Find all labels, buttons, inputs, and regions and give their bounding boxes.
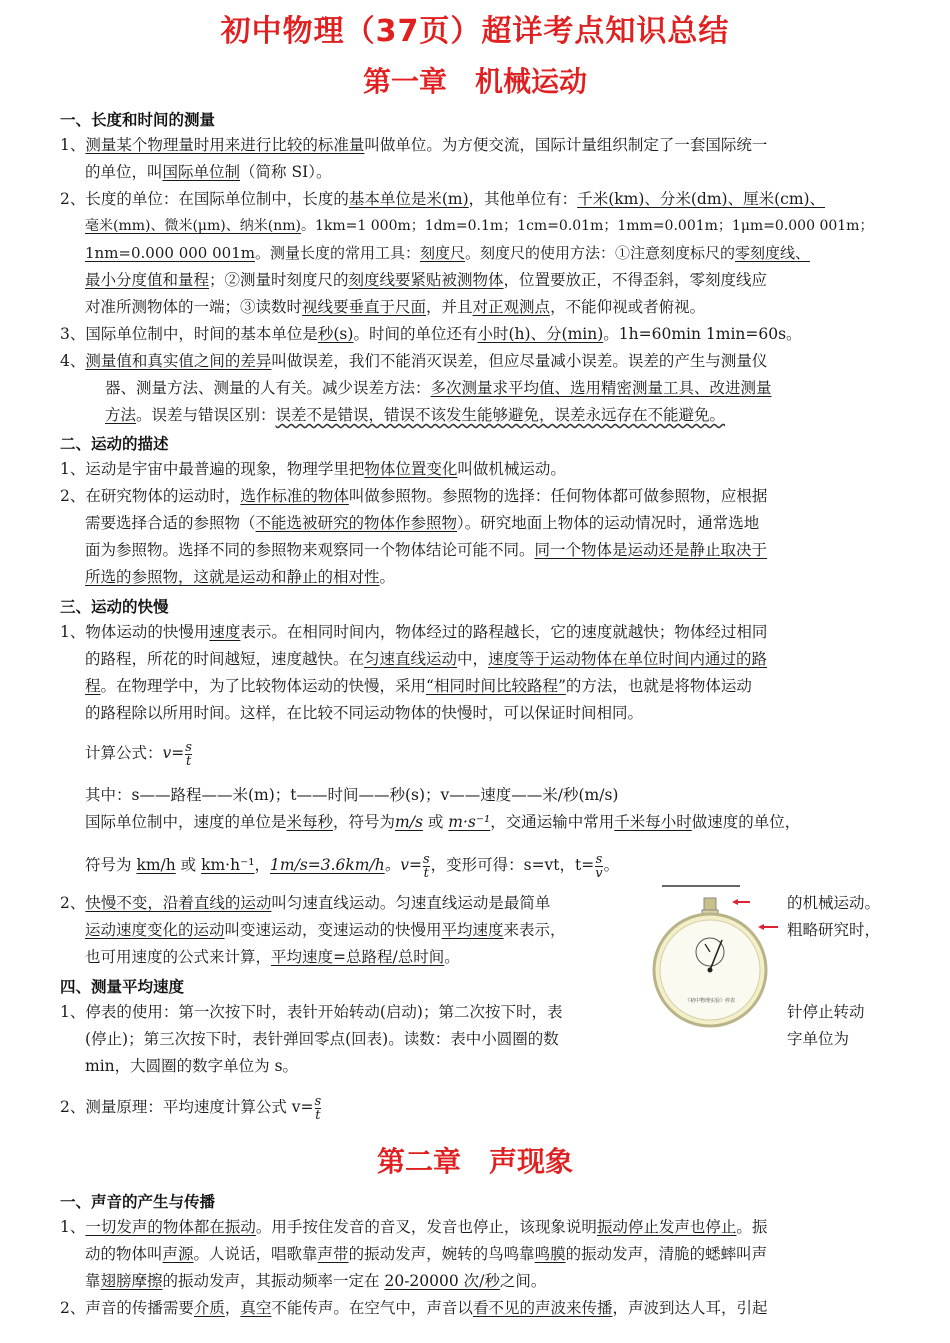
- paragraph-line: 2、声音的传播需要介质，真空不能传声。在空气中，声音以看不见的声波来传播，声波到达人耳，引起: [60, 1299, 768, 1317]
- speed-fraction: $\frac{s}{t}$: [422, 851, 430, 881]
- formula-line: 计算公式：v= $\frac{s}{t}$: [85, 739, 192, 769]
- paragraph-line: min，大圆圈的数字单位为 s。: [85, 1057, 299, 1075]
- paragraph-line: 2、长度的单位：在国际单位制中，长度的基本单位是米(m)，其他单位有：千米(km)、分米(dm)、厘米(cm)、: [60, 190, 826, 208]
- paragraph-line: 程。在物理学中，为了比较物体运动的快慢，采用“相同时间比较路程”的方法，也就是将物体运动: [85, 677, 752, 695]
- paragraph-line: 的单位，叫国际单位制（简称 SI）。: [85, 163, 332, 181]
- paragraph-line: 毫米(mm)、微米(μm)、纳米(nm)。1km=1 000m；1dm=0.1m；1cm=0.01m；1mm=0.001m；1μm=0.000 001m；: [85, 218, 874, 234]
- section-heading: 四、测量平均速度: [60, 978, 185, 996]
- document-title: 初中物理（37页）超详考点知识总结: [220, 14, 730, 49]
- section-heading: 一、长度和时间的测量: [60, 111, 216, 129]
- paragraph-line: (停止)；第三次按下时，表针弹回零点(回表)。读数：表中小圆圈的数: [85, 1030, 559, 1048]
- section-heading: 二、运动的描述: [60, 435, 169, 453]
- time-fraction: $\frac{s}{v}$: [595, 851, 603, 881]
- paragraph-line: 方法。误差与错误区别：误差不是错误，错误不该发生能够避免，误差永远存在不能避免。: [105, 406, 726, 424]
- section-heading: 三、运动的快慢: [60, 598, 169, 616]
- paragraph-line: 靠翅膀摩擦的振动发声，其振动频率一定在 20-20000 次/秒之间。: [85, 1272, 547, 1290]
- paragraph-line: 粗略研究时，: [787, 921, 881, 939]
- paragraph-line: 动的物体叫声源。人说话，唱歌靠声带的振动发声，婉转的鸟鸣靠鸣膜的振动发声，清脆的蟋蟀叫声: [85, 1245, 768, 1263]
- stopwatch-caption: 《初中物理实验》停表: [684, 998, 736, 1004]
- paragraph-line: 针停止转动: [787, 1003, 865, 1021]
- paragraph-line: 4、测量值和真实值之间的差异叫做误差，我们不能消灭误差，但应尽量减小误差。误差的产生与测量仪: [60, 352, 768, 370]
- paragraph-line: 2、在研究物体的运动时，选作标准的物体叫做参照物。参照物的选择：任何物体都可做参照物，应根据: [60, 487, 768, 505]
- paragraph-line: 1、测量某个物理量时用来进行比较的标准量叫做单位。为方便交流，国际计量组织制定了一套国际统一: [60, 136, 768, 154]
- paragraph-line: 的路程除以所用时间。这样，在比较不同运动物体的快慢时，可以保证时间相同。: [85, 704, 644, 722]
- paragraph-line: 2、快慢不变，沿着直线的运动叫匀速直线运动。匀速直线运动是最简单: [60, 894, 551, 912]
- chapter-1-title: 第一章 机械运动: [362, 65, 587, 98]
- paragraph-line: 的路程，所花的时间越短，速度越快。在匀速直线运动中，速度等于运动物体在单位时间内通过的路: [85, 650, 768, 668]
- section-heading: 一、声音的产生与传播: [60, 1193, 216, 1211]
- speed-fraction: $\frac{s}{t}$: [314, 1093, 322, 1123]
- paragraph-line: 1nm=0.000 000 001m。测量长度的常用工具：刻度尺。刻度尺的使用方法：①注意刻度标尺的零刻度线、: [85, 244, 811, 262]
- paragraph-line: 1、一切发声的物体都在振动。用手按住发音的音叉，发音也停止，该现象说明振动停止发声也停止。振: [60, 1218, 768, 1236]
- speed-fraction: $\frac{s}{t}$: [185, 739, 192, 769]
- paragraph-line: 面为参照物。选择不同的参照物来观察同一个物体结论可能不同。同一个物体是运动还是静止取决于: [85, 541, 768, 559]
- paragraph-line: 器、测量方法、测量的人有关。减少误差方法：多次测量求平均值、选用精密测量工具、改进测量: [105, 379, 772, 397]
- paragraph-line: 运动速度变化的运动叫变速运动，变速运动的快慢用平均速度来表示，: [85, 921, 566, 939]
- paragraph-line: 1、停表的使用：第一次按下时，表针开始转动(启动)；第二次按下时，表: [60, 1003, 563, 1021]
- paragraph-line: 的机械运动。: [787, 894, 881, 912]
- paragraph-line: 3、国际单位制中，时间的基本单位是秒(s)。时间的单位还有小时(h)、分(min)。1h=60min 1min=60s。: [60, 325, 802, 343]
- paragraph-line: 1、运动是宇宙中最普遍的现象，物理学里把物体位置变化叫做机械运动。: [60, 460, 566, 478]
- paragraph-line: 其中：s——路程——米(m)；t——时间——秒(s)；v——速度——米/秒(m/s): [85, 786, 619, 804]
- paragraph-line: 最小分度值和量程；②测量时刻度尺的刻度线要紧贴被测物体，位置要放正，不得歪斜，零刻度线应: [85, 271, 768, 289]
- paragraph-line: 也可用速度的公式来计算，平均速度=总路程/总时间。: [85, 948, 460, 966]
- paragraph-line: 国际单位制中，速度的单位是米每秒，符号为m/s 或 m·s⁻¹，交通运输中常用千米每小时做速度的单位，: [85, 813, 801, 831]
- paragraph-line: 1、物体运动的快慢用速度表示。在相同时间内，物体经过的路程越长，它的速度就越快；物体经过相同: [60, 623, 768, 641]
- chapter-2-title: 第二章 声现象: [376, 1145, 573, 1178]
- stopwatch-image: [640, 880, 790, 1030]
- paragraph-line: 字单位为: [787, 1030, 850, 1048]
- paragraph-line: 2、测量原理：平均速度计算公式 v= $\frac{s}{t}$: [60, 1093, 322, 1123]
- paragraph-line: 对准所测物体的一端；③读数时视线要垂直于尺面，并且对正观测点，不能仰视或者俯视。: [85, 298, 706, 316]
- paragraph-line: 需要选择合适的参照物（不能选被研究的物体作参照物）。研究地面上物体的运动情况时，通常选地: [85, 514, 760, 532]
- paragraph-line: 符号为 km/h 或 km·h⁻¹，1m/s=3.6km/h。v= $\frac{s}{t}$ ，变形可得：s=vt，t= $\frac{s}{v}$ 。: [85, 851, 620, 881]
- paragraph-line: 所选的参照物，这就是运动和静止的相对性。: [85, 568, 396, 586]
